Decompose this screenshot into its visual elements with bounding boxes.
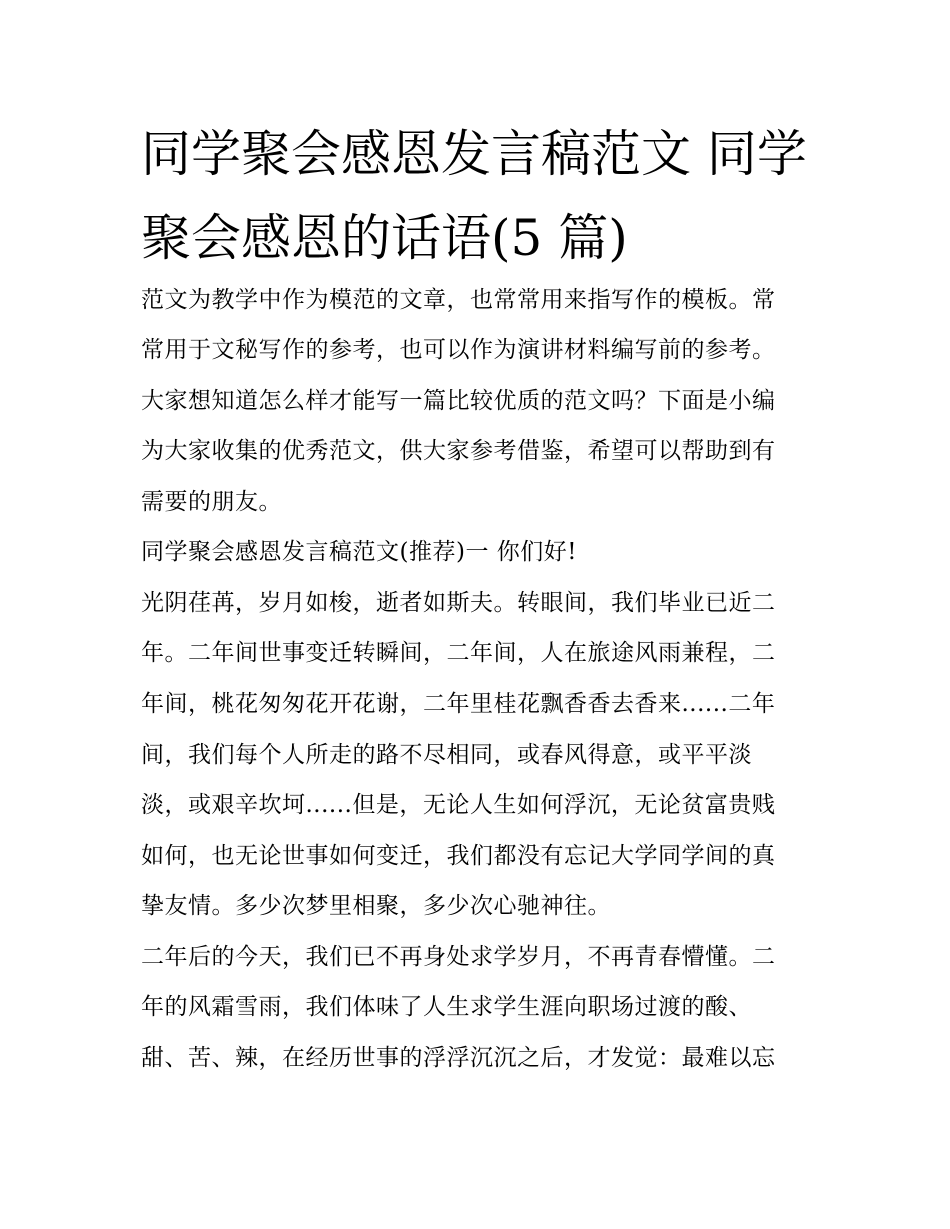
text-line: 大家想知道怎么样才能写一篇比较优质的范文吗？下面是小编 — [141, 388, 776, 414]
text-line: 年的风霜雪雨，我们体味了人生求学生涯向职场过渡的酸、 — [141, 994, 752, 1020]
text-line: 间，我们每个人所走的路不尽相同，或春风得意，或平平淡 — [141, 742, 752, 768]
text-line: 淡，或艰辛坎坷......但是，无论人生如何浮沉，无论贫富贵贱 — [141, 792, 776, 818]
text-line: 需要的朋友。 — [141, 489, 282, 515]
section-heading: 同学聚会感恩发言稿范文(推荐)一 你们好! — [141, 539, 577, 565]
text-line: 范文为教学中作为模范的文章，也常常用来指写作的模板。常 — [141, 287, 776, 313]
text-line: 甜、苦、辣，在经历世事的浮浮沉沉之后，才发觉：最难以忘 — [141, 1045, 776, 1071]
title-line-1: 同学聚会感恩发言稿范文 同学 — [141, 125, 807, 183]
document-title — [141, 112, 841, 280]
text-line: 年间，桃花匆匆花开花谢，二年里桂花飘香香去香来......二年 — [141, 691, 776, 717]
text-line: 光阴荏苒，岁月如梭，逝者如斯夫。转眼间，我们毕业已近二 — [141, 590, 776, 616]
text-line: 年。二年间世事变迁转瞬间，二年间，人在旅途风雨兼程，二 — [141, 640, 776, 666]
text-line: 为大家收集的优秀范文，供大家参考借鉴，希望可以帮助到有 — [141, 438, 776, 464]
text-line: 挚友情。多少次梦里相聚，多少次心驰神往。 — [141, 893, 611, 919]
text-line: 如何，也无论世事如何变迁，我们都没有忘记大学同学间的真 — [141, 843, 776, 869]
text-line: 二年后的今天，我们已不再身处求学岁月，不再青春懵懂。二 — [141, 944, 776, 970]
title-line-2: 聚会感恩的话语(5 篇) — [141, 209, 628, 267]
text-line: 常用于文秘写作的参考，也可以作为演讲材料编写前的参考。 — [141, 337, 776, 363]
